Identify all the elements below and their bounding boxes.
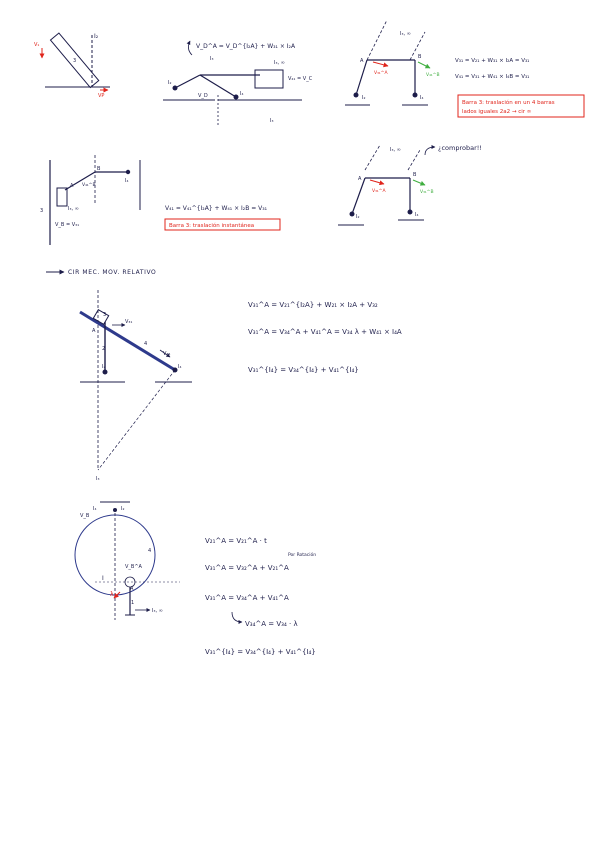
fb1-label-vb: V₄₁^B [426,73,440,78]
s4-label-i3inf: I₃, ∞ [152,608,163,614]
box-1-line-2: lados iguales 2a2 → cir ∞ [462,109,532,115]
s2-label-vr: V_B = V₃₁ [55,222,80,228]
s3-label-i3: I₃ [96,476,100,482]
middle-equation: V_D^A = V_D^{I₂A} + W₃₁ × I₂A [196,43,296,50]
fb1-label-i3inf: I₃, ∞ [400,31,411,37]
mid-label-i2: I₂ [168,80,172,86]
sketch-relative-motion [80,290,192,482]
s2-label-a: A [70,183,74,189]
s4-label-lambda: λ [110,591,114,598]
s3-label-v31: V₃₁ [125,319,133,325]
fb2-label-va: V₃₁^A [372,189,386,194]
s4-equation-1: V₂₁^A = V₂₁^A · t [205,537,267,545]
mid-label-i3inf: I₃, ∞ [274,60,285,66]
s4-label-vb: V_B [80,513,90,519]
s4-equation-3: V₃₁^A = V₃₄^A + V₄₁^A [205,594,289,602]
section-4 [75,502,316,656]
s3-equation-2: V₃₁^A = V₃₄^A + V₄₁^A = V₃₄ λ + W₄₁ × I₄A [248,328,402,336]
fb1-label-b: B [418,54,422,60]
s4-label-va: V_B^A [125,564,142,570]
conclusion-box-2 [165,219,280,230]
s4-label-n4: 4 [148,548,152,554]
s2-label-i3inf: I₃, ∞ [68,206,79,212]
mid-label-vd: V_D [198,93,208,99]
fb2-label-a: A [358,176,362,182]
mid-label-i3: I₃ [210,56,214,62]
section-3 [46,269,402,482]
sketch-slider-mechanism [40,155,140,245]
fb2-label-i4: I₄ [415,212,419,218]
box-1-line-1: Barra 3: traslación en un 4 barras [462,100,555,106]
s3-equation-1: V₃₁^A = V₂₁^{I₂A} + W₂₁ × I₂A + V₃₂ [248,301,378,309]
s2-label-b: B [97,166,101,172]
s2-equation: V₄₁ = V₄₁^{I₂A} + W₄₁ × I₂B = V₃₁ [165,205,268,212]
fb2-label-b: B [413,172,417,178]
sketch-four-bar-2 [338,145,434,225]
s3-heading: CIR MEC. MOV. RELATIVO [68,269,157,276]
s2-label-n3: 3 [40,208,44,214]
fb2-label-i2: I₂ [356,214,360,220]
s4-equation-5: V₃₁^{I₄} = V₃₄^{I₄} + V₄₁^{I₄} [205,648,316,656]
fb1-label-va: V₃₁^A [374,71,388,76]
s3-label-n3: 3 [103,312,107,318]
label-bar-3: 3 [73,58,77,64]
s3-label-n4: 4 [144,341,148,347]
s3-label-i4: I₄ [178,364,182,370]
fb2-label-i3inf: I₃, ∞ [390,147,401,153]
s2-label-i4: I₄ [125,178,129,184]
mid-label-i4: I₄ [240,91,244,97]
conclusion-box-1 [458,95,584,117]
sketch-mechanism-middle [163,41,313,125]
label-i2: I₂ [94,33,99,40]
fb1-label-a: A [360,58,364,64]
s4-label-n1: 1 [131,600,135,606]
box-2-text: Barra 3: traslación instantánea [169,223,255,229]
s4-equation-4: V₃₄^A = V₃₄ · λ [245,620,298,628]
s4-label-i2: I₂ [121,506,125,512]
s2-label-vb: V₄₁^B [82,183,96,188]
s4-label-i4: I₄ [93,506,97,512]
s3-equation-3: V₃₁^{I₄} = V₃₄^{I₄} + V₄₁^{I₄} [248,366,359,374]
right-equation-1: V₃₁ = V₂₁ + W₃₁ × I₂A = V₃₁ [455,58,530,64]
mid-label-i3-bottom: I₃ [270,118,274,124]
s4-equation-2: V₃₁^A = V₃₂^A + V₂₁^A [205,564,289,572]
s2-note: ¿comprobar!! [438,144,482,152]
fb1-label-i4: I₄ [420,95,424,101]
mid-label-vc: V₄₁ = V_C [288,76,313,82]
s3-label-n2: 2 [102,346,106,352]
sketch-sliding-bar [34,33,110,99]
section-2 [40,144,482,245]
s4-label-a: A [130,586,134,592]
label-v1: V₁ [34,42,40,48]
fb2-label-vb: V₃₁^B [420,190,434,195]
sketch-four-bar-1 [345,20,440,105]
s4-equation-2-note: Por Rotación [288,553,317,558]
section-1 [34,20,584,125]
s3-label-v34: V₃₄ [163,351,171,357]
fb1-label-i2: I₂ [362,95,366,101]
s4-label-i: I [102,575,104,582]
sketch-rolling-disc [75,502,180,620]
right-equation-2: V₄₁ = V₃₁ + W₄₁ × I₄B = V₃₁ [455,74,530,80]
label-vp: VP [98,93,105,99]
s3-label-i2: I₂ [102,364,106,370]
s3-label-a: A [92,328,96,334]
